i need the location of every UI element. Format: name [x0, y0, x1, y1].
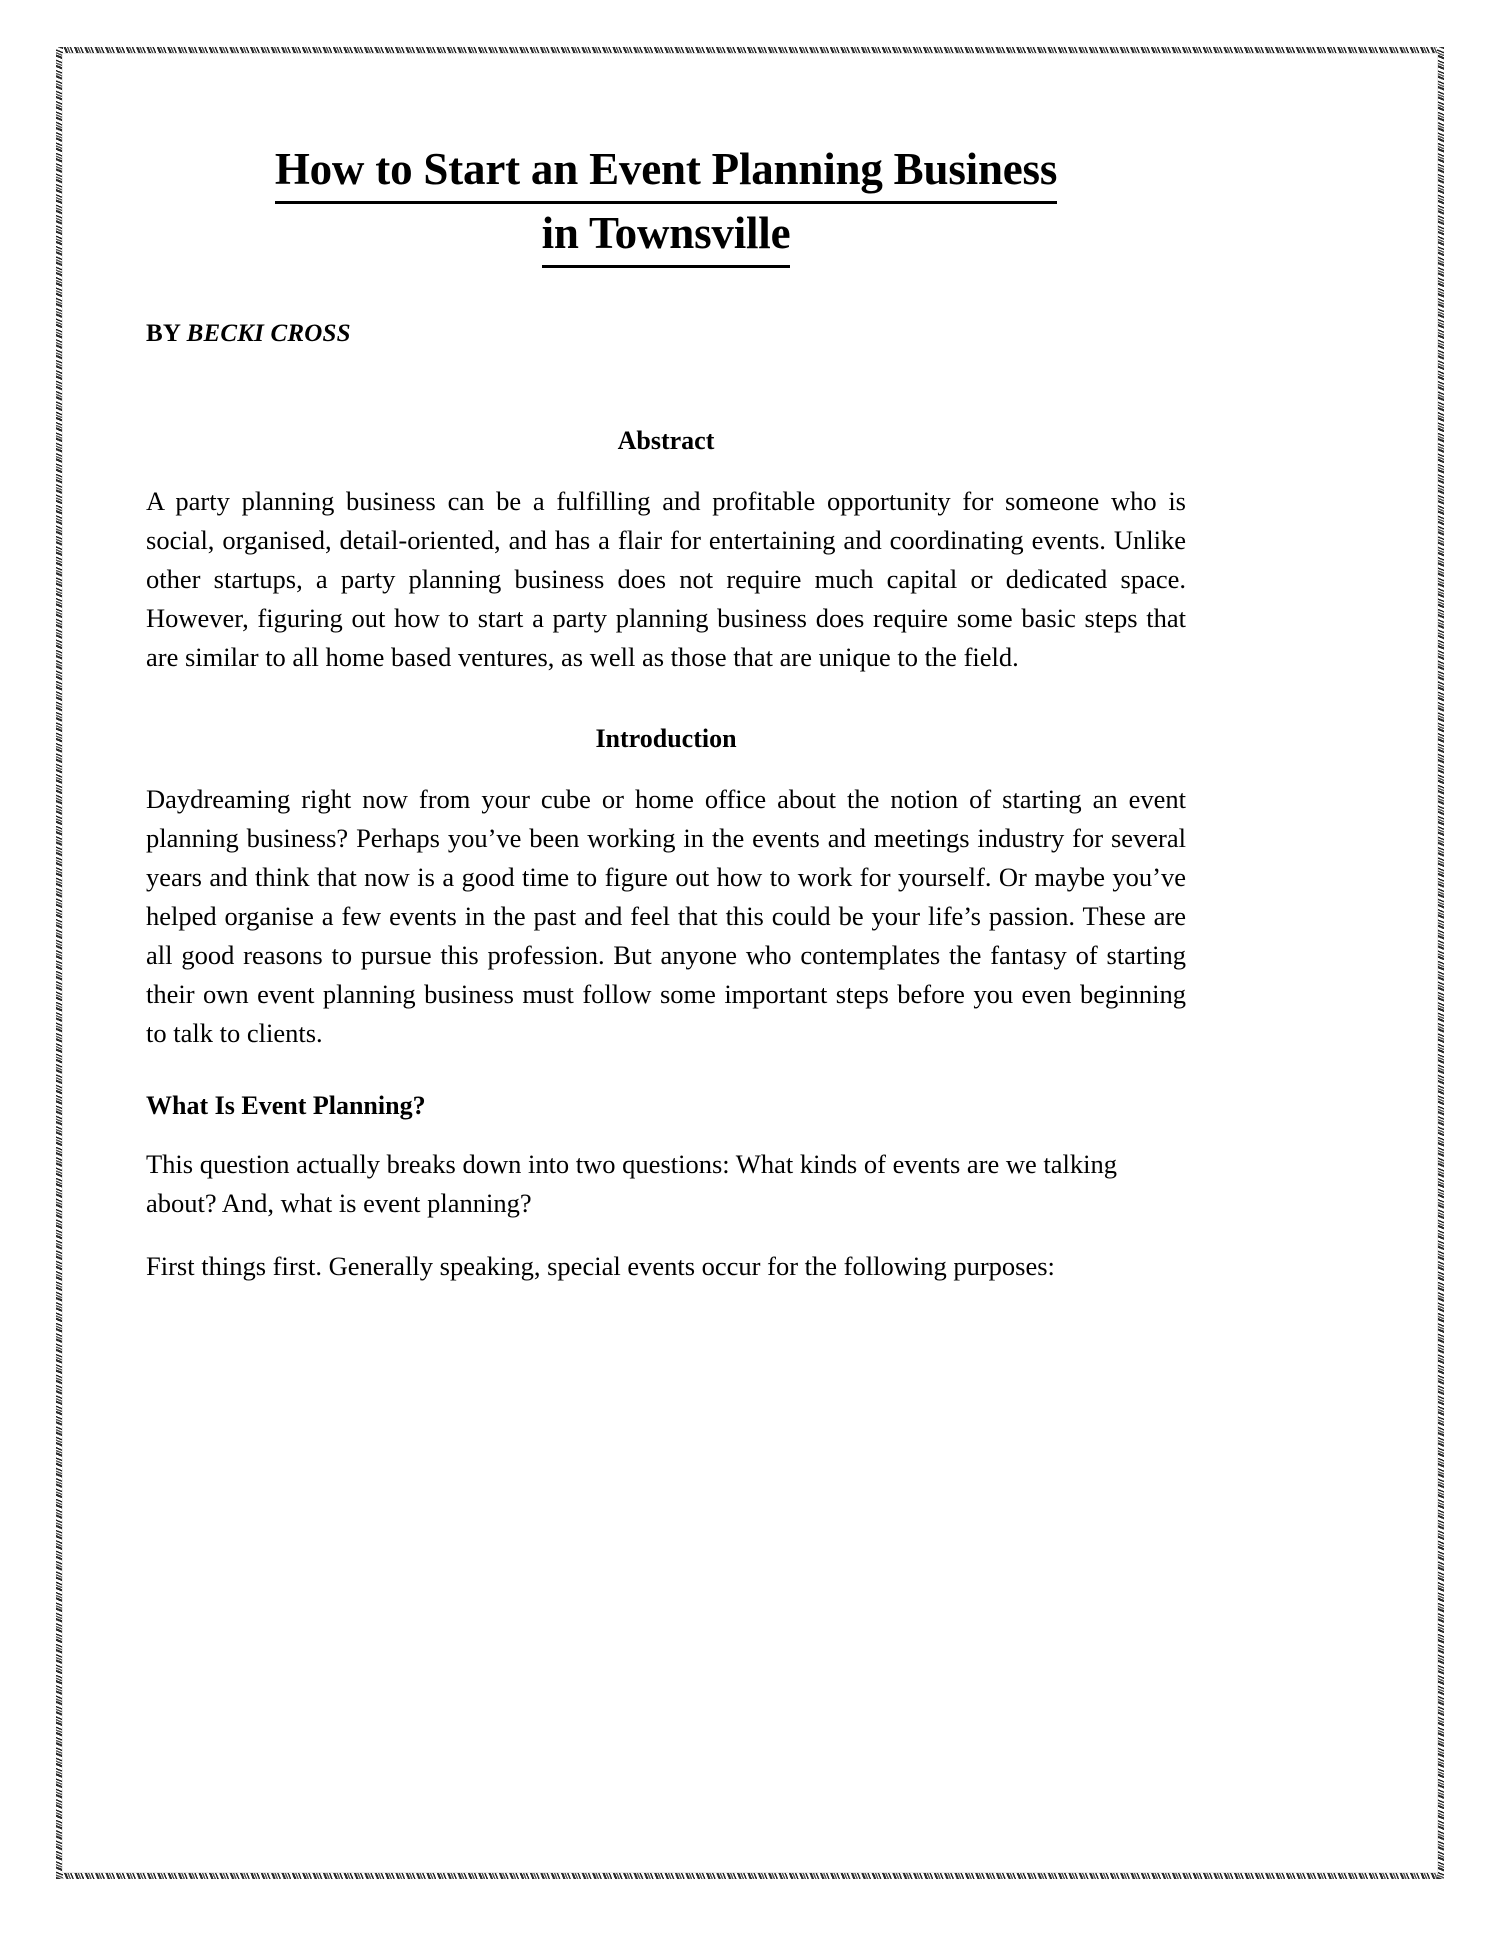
page-border-right-edge: [1437, 47, 1444, 1879]
page-title-line-1: How to Start an Event Planning Business: [275, 140, 1057, 204]
document-content: [146, 140, 1186, 1286]
page-border-bottom-edge: [56, 1872, 1444, 1879]
page-border-left-edge: [56, 47, 63, 1879]
byline-prefix: BY: [146, 319, 187, 347]
what-is-event-planning-heading: What Is Event Planning?: [146, 1091, 426, 1121]
what-is-event-planning-paragraph-1: This question actually breaks down into two questions: What kinds of events are we talking about? And, what is event planning?: [146, 1149, 1117, 1219]
introduction-heading: Introduction: [595, 724, 737, 754]
introduction-paragraph: Daydreaming right now from your cube or home office about the notion of starting an event planning business? Perhaps you’ve been working in the events and meetings industry for several years and think that now is a good time to figure out how to work for yourself. Or maybe you’ve helped organise a few events in the past and feel that this could be your life’s passion. These are all good reasons to pursue this profession. But anyone who contemplates the fantasy of starting their own event planning business must follow some important steps before you even beginning to talk to clients.: [146, 784, 1186, 1049]
page-border-top-edge: [56, 47, 1444, 54]
what-is-event-planning-paragraph-2: First things first. Generally speaking, special events occur for the following purposes:: [146, 1251, 1055, 1282]
page-title: [146, 140, 1186, 268]
page-title-line-2: in Townsville: [542, 204, 791, 268]
byline: [146, 320, 1186, 348]
page-title-line-2-wrapper: [542, 208, 791, 258]
abstract-heading: Abstract: [617, 425, 715, 455]
abstract-paragraph: A party planning business can be a fulfilling and profitable opportunity for someone who is social, organised, detail-oriented, and has a flair for entertaining and coordinating events. Unlike other startups, a party planning business does not require much capital or dedicated space. However, figuring out how to start a party planning business does require some basic steps that are similar to all home based ventures, as well as those that are unique to the field.: [146, 485, 1186, 672]
byline-author-name: BECKI CROSS: [186, 319, 351, 347]
